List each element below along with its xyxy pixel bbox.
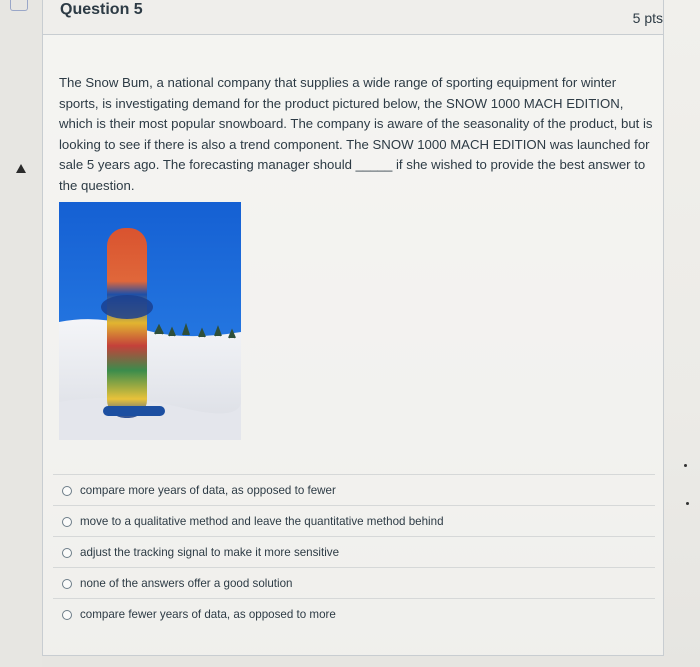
mouse-cursor-icon xyxy=(16,164,26,173)
question-title: Question 5 xyxy=(60,1,143,18)
answer-label: compare more years of data, as opposed to fewer xyxy=(80,484,336,497)
flag-question-icon[interactable] xyxy=(10,0,28,11)
radio-button-icon[interactable] xyxy=(62,548,72,558)
left-gutter xyxy=(0,0,42,667)
question-points: 5 pts xyxy=(632,10,663,26)
screen-speck xyxy=(686,502,689,505)
answer-option-3[interactable] xyxy=(53,536,655,567)
answer-label: move to a qualitative method and leave the quantitative method behind xyxy=(80,515,444,528)
question-header xyxy=(43,0,663,35)
answer-option-4[interactable] xyxy=(53,567,655,598)
snowboard-photo-icon xyxy=(59,202,241,440)
answer-option-2[interactable] xyxy=(53,505,655,536)
snowboard-image xyxy=(59,202,241,440)
answer-label: none of the answers offer a good solution xyxy=(80,577,293,590)
answer-label: compare fewer years of data, as opposed to more xyxy=(80,608,336,621)
radio-button-icon[interactable] xyxy=(62,517,72,527)
screen-speck xyxy=(684,464,687,467)
question-card xyxy=(42,0,664,656)
radio-button-icon[interactable] xyxy=(62,486,72,496)
question-text: The Snow Bum, a national company that supplies a wide range of sporting equipment for winter sports, is investigating demand for the product pictured below, the SNOW 1000 MACH EDITION, which is their most popular snowboard. The company is aware of the seasonality of the product, but is looking to see if there is also a trend component. The SNOW 1000 MACH EDITION was launched for sale 5 years ago. The forecasting manager should _____ if she wished to provide the best answer to the question. xyxy=(59,75,653,193)
radio-button-icon[interactable] xyxy=(62,610,72,620)
answer-list xyxy=(53,474,655,629)
answer-option-5[interactable] xyxy=(53,598,655,629)
radio-button-icon[interactable] xyxy=(62,579,72,589)
answer-option-1[interactable] xyxy=(53,474,655,505)
answer-label: adjust the tracking signal to make it more sensitive xyxy=(80,546,340,559)
